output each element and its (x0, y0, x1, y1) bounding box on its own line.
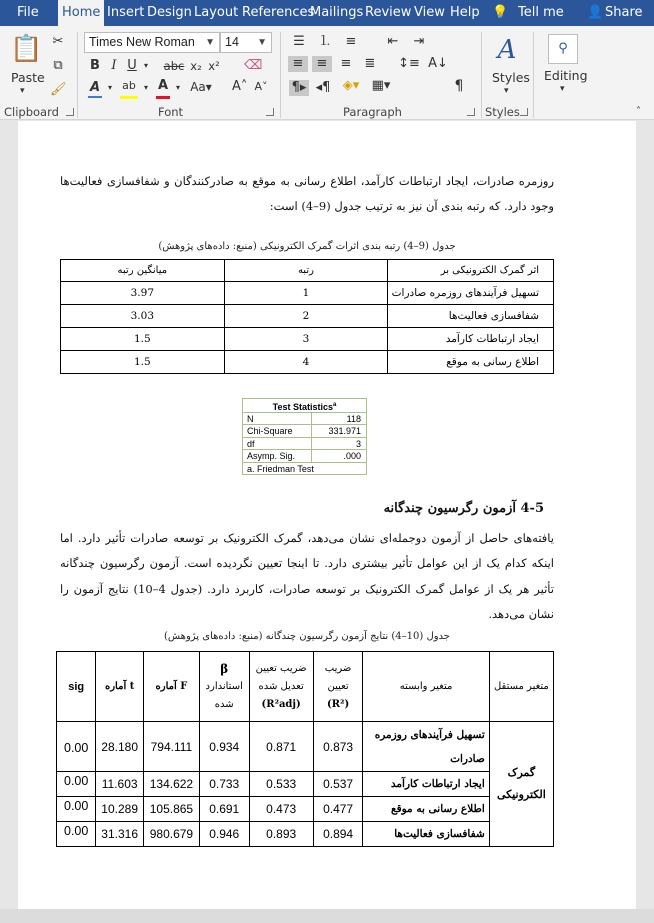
text-effects-color-bar (88, 96, 102, 98)
sig-cell: 0.00 (57, 772, 96, 797)
paragraph-line: وجود دارد. که رتبه بندی آن نیز به ترتیب جدول (9–4) است: (269, 199, 554, 213)
column-header: sig (57, 652, 96, 722)
paste-dropdown-icon[interactable]: ▾ (20, 86, 25, 96)
rank-cell: 3 (224, 328, 388, 351)
highlight-icon[interactable]: ab (122, 79, 136, 92)
font-size-value: 14 (225, 35, 239, 49)
font-name-value: Times New Roman (89, 35, 195, 49)
tab-insert[interactable]: Insert (107, 5, 145, 20)
chevron-down-icon[interactable]: ▾ (143, 61, 148, 70)
paste-button[interactable]: Paste (11, 70, 45, 85)
align-right-icon[interactable]: ≡ (340, 56, 352, 71)
collapse-ribbon-icon[interactable]: ˄ (636, 106, 641, 117)
r2adj-cell: 0.473 (249, 797, 313, 822)
rank-cell: 4 (224, 351, 388, 374)
line-spacing-icon[interactable]: ↕≡ (398, 56, 420, 71)
effect-cell: تسهیل فرآیندهای روزمره صادرات (388, 282, 554, 305)
shrink-font-icon[interactable]: A˅ (254, 80, 268, 93)
table-row (61, 351, 554, 374)
tell-me-search[interactable]: Tell me (518, 5, 564, 20)
font-launcher-icon[interactable] (266, 108, 274, 116)
stat-row (243, 412, 366, 424)
tab-view[interactable]: View (414, 5, 445, 20)
separator (77, 32, 78, 118)
effect-cell: اطلاع رسانی به موقع (388, 351, 554, 374)
font-group-label: Font (158, 105, 184, 119)
status-area (0, 909, 654, 923)
dependent-cell: شفافسازی فعالیت‌ها (363, 822, 489, 847)
grow-font-icon[interactable]: A˄ (232, 79, 248, 94)
increase-indent-icon[interactable]: ⇥ (413, 34, 425, 49)
format-painter-icon[interactable]: 🖌 (50, 82, 67, 97)
document-page[interactable] (18, 121, 636, 909)
column-header (313, 652, 363, 722)
f-cell: 105.865 (143, 797, 199, 822)
justify-icon[interactable]: ≣ (364, 56, 376, 71)
font-color-icon[interactable]: A (157, 78, 169, 93)
sort-icon[interactable]: A↓ (428, 56, 448, 71)
font-color-bar (156, 96, 170, 99)
mean-rank-cell: 3.97 (61, 282, 225, 305)
table-row (57, 797, 554, 822)
test-statistics-title (243, 399, 366, 412)
align-center-icon[interactable]: ≡ (312, 56, 332, 72)
font-size-combo[interactable] (220, 32, 272, 53)
effect-cell: شفافسازی فعالیت‌ها (388, 305, 554, 328)
r2-cell: 0.873 (313, 722, 363, 772)
f-cell: 134.622 (143, 772, 199, 797)
show-paragraph-marks-icon[interactable]: ¶ (454, 78, 464, 94)
mean-rank-cell: 1.5 (61, 328, 225, 351)
chevron-down-icon[interactable]: ▾ (107, 83, 112, 92)
bold-icon[interactable]: B (90, 58, 100, 73)
test-statistics-box (242, 398, 367, 475)
tab-layout[interactable]: Layout (194, 5, 239, 20)
header-text: ضریب تعیین (324, 662, 352, 692)
tab-home[interactable]: Home (58, 0, 104, 26)
ltr-direction-icon[interactable]: ¶▸ (289, 80, 309, 96)
paragraph-line: اینکه کدام یک از این عوامل تأثیر بیشتری دارد. تا اینجا تعیین نگردیده است. آزمون رگرسیون چندگانه (60, 556, 554, 570)
chevron-down-icon: ▼ (257, 37, 267, 48)
dependent-cell: اطلاع رسانی به موقع (363, 797, 489, 822)
shading-icon[interactable]: ◈▾ (342, 78, 360, 93)
bullets-icon[interactable]: ☰ (293, 34, 305, 49)
stat-value: .000 (343, 451, 361, 462)
text-effects-icon[interactable]: A (89, 80, 101, 95)
numbering-icon[interactable]: ⒈ (318, 34, 332, 49)
tab-file[interactable]: File (17, 5, 39, 20)
stat-value: 331.971 (328, 426, 361, 437)
column-header: آماره t (96, 652, 144, 722)
effect-cell: ایجاد ارتباطات کارآمد (388, 328, 554, 351)
ribbon-tabs (0, 0, 654, 26)
styles-button[interactable]: Styles (492, 70, 530, 85)
stat-label: Chi-Square (247, 426, 293, 437)
tab-references[interactable]: References (242, 5, 315, 20)
ranking-table (60, 259, 554, 374)
r2-cell: 0.477 (313, 797, 363, 822)
stat-row (243, 449, 366, 461)
section-heading: 4-5 آزمون رگرسیون چندگانه (383, 501, 544, 516)
column-header: آماره F (143, 652, 199, 722)
chevron-down-icon[interactable]: ▾ (143, 83, 148, 92)
styles-group-label: Styles (485, 105, 520, 119)
separator (533, 32, 534, 118)
table-caption: جدول (10–4) نتایج آزمون رگرسیون چندگانه (منبع: داده‌های پژوهش) (164, 631, 450, 642)
lightbulb-icon: 💡 (492, 5, 509, 20)
rank-cell: 2 (224, 305, 388, 328)
sig-cell: 0.00 (57, 722, 96, 772)
table-header-row (57, 652, 554, 722)
header-text: استاندارد شده (205, 680, 243, 710)
t-cell: 11.603 (96, 772, 144, 797)
subscript-icon[interactable]: x₂ (190, 59, 202, 73)
tab-design[interactable]: Design (147, 5, 192, 20)
paragraph-group-label: Paragraph (343, 105, 402, 119)
chevron-down-icon[interactable]: ▾ (504, 86, 509, 96)
column-header: رتبه (224, 260, 388, 282)
clipboard-group-label: Clipboard (4, 105, 59, 119)
sig-cell: 0.00 (57, 822, 96, 847)
column-header: میانگین رتبه (61, 260, 225, 282)
table-row (61, 305, 554, 328)
stat-label: Asymp. Sig. (247, 451, 296, 462)
stat-value: 3 (355, 438, 361, 449)
rtl-direction-icon[interactable]: ◂¶ (315, 80, 331, 95)
ribbon (0, 26, 654, 120)
mean-rank-cell: 1.5 (61, 351, 225, 374)
decrease-indent-icon[interactable]: ⇤ (387, 34, 399, 49)
tab-review[interactable]: Review (365, 5, 412, 20)
table-row (61, 282, 554, 305)
search-icon[interactable]: ⚲ (548, 34, 578, 64)
column-header: اثر گمرک الکترونیکی بر (388, 260, 554, 282)
column-header (249, 652, 313, 722)
column-header (199, 652, 249, 722)
table-row (57, 772, 554, 797)
separator (481, 32, 482, 118)
footnote-text: a. Friedman Test (247, 463, 314, 474)
r2-cell: 0.537 (313, 772, 363, 797)
table-header-row (61, 260, 554, 282)
stat-label: df (247, 438, 255, 449)
editing-button[interactable]: Editing (544, 68, 588, 83)
dependent-cell: تسهیل فرآیندهای روزمره صادرات (363, 722, 489, 772)
stat-footnote (243, 462, 366, 474)
superscript-icon[interactable]: x² (208, 59, 220, 73)
stat-value: 118 (346, 414, 361, 424)
chevron-down-icon[interactable]: ▾ (560, 84, 565, 94)
r2adj-cell: 0.533 (249, 772, 313, 797)
beta-symbol: β (220, 661, 229, 676)
independent-cell: گمرک الکترونیکی (489, 722, 553, 847)
paragraph-line: روزمره صادرات، ایجاد ارتباطات کارآمد، اطلاع رسانی به موقع به صادرکنندگان و شفافسازی فعالیت‌ها (60, 174, 554, 188)
stat-row (243, 424, 366, 436)
borders-icon[interactable]: ▦▾ (371, 78, 391, 93)
regression-table (56, 651, 554, 847)
t-cell: 28.180 (96, 722, 144, 772)
header-symbol: (R²) (327, 698, 350, 710)
f-cell: 794.111 (143, 722, 199, 772)
beta-cell: 0.733 (199, 772, 249, 797)
font-name-combo[interactable] (84, 32, 220, 53)
test-statistics-title-text: Test Statistics (272, 402, 333, 412)
column-header: متغیر وابسته (363, 652, 489, 722)
share-icon: 👤 (587, 5, 604, 20)
tab-mailings[interactable]: Mailings (310, 5, 364, 20)
paste-icon[interactable]: 📋 (10, 34, 43, 64)
highlight-color-bar (120, 96, 138, 99)
paragraph-line: یافته‌های حاصل از آزمون دوجمله‌ای نشان می‌دهد، گمرک الکترونیک بر توسعه صادرات تأثیر دارد. اما (60, 531, 554, 545)
styles-icon[interactable]: A (497, 35, 517, 65)
header-text: ضریب تعیین تعدیل شده (255, 662, 307, 692)
clear-formatting-icon[interactable]: ⌫ (244, 58, 263, 73)
mean-rank-cell: 3.03 (61, 305, 225, 328)
chevron-down-icon[interactable]: ▾ (175, 83, 180, 92)
paragraph-line: نشان می‌دهد. (488, 607, 554, 621)
rank-cell: 1 (224, 282, 388, 305)
table-row (61, 328, 554, 351)
table-caption: جدول (9–4) رتبه بندی اثرات گمرک الکترونیکی (منبع: داده‌های پژوهش) (158, 241, 456, 252)
strikethrough-icon[interactable]: abc (163, 59, 185, 73)
stat-row (243, 437, 366, 449)
dependent-cell: ایجاد ارتباطات کارآمد (363, 772, 489, 797)
r2adj-cell: 0.871 (249, 722, 313, 772)
change-case-icon[interactable]: Aa▾ (190, 80, 212, 94)
t-cell: 31.316 (96, 822, 144, 847)
tab-help[interactable]: Help (450, 5, 480, 20)
test-statistics-superscript: a (333, 402, 337, 408)
paragraph-line: تأثیر هر یک از عوامل گمرک الکترونیک بر توسعه صادرات، کاربرد دارد. (جدول 4–10) نتایج آزمون را (60, 582, 554, 596)
clipboard-launcher-icon[interactable] (66, 108, 74, 116)
separator (280, 32, 281, 118)
vertical-scrollbar[interactable] (636, 121, 654, 909)
paragraph-launcher-icon[interactable] (467, 108, 475, 116)
f-cell: 980.679 (143, 822, 199, 847)
share-button[interactable]: Share (605, 5, 643, 20)
beta-cell: 0.934 (199, 722, 249, 772)
beta-cell: 0.946 (199, 822, 249, 847)
column-header: متغیر مستقل (489, 652, 553, 722)
table-row (57, 822, 554, 847)
chevron-down-icon: ▼ (205, 37, 215, 48)
copy-icon[interactable]: ⧉ (53, 58, 63, 73)
r2-cell: 0.894 (313, 822, 363, 847)
header-symbol: (R²adj) (261, 698, 301, 710)
sig-cell: 0.00 (57, 797, 96, 822)
t-cell: 10.289 (96, 797, 144, 822)
multilevel-list-icon[interactable]: ≡ (345, 34, 357, 49)
underline-icon[interactable]: U (127, 58, 137, 73)
italic-icon[interactable]: I (111, 58, 117, 73)
beta-cell: 0.691 (199, 797, 249, 822)
styles-launcher-icon[interactable] (520, 108, 528, 116)
cut-icon[interactable]: ✂ (52, 34, 64, 49)
stat-label: N (247, 414, 254, 424)
table-row (57, 722, 554, 772)
r2adj-cell: 0.893 (249, 822, 313, 847)
align-left-icon[interactable]: ≡ (288, 56, 308, 72)
